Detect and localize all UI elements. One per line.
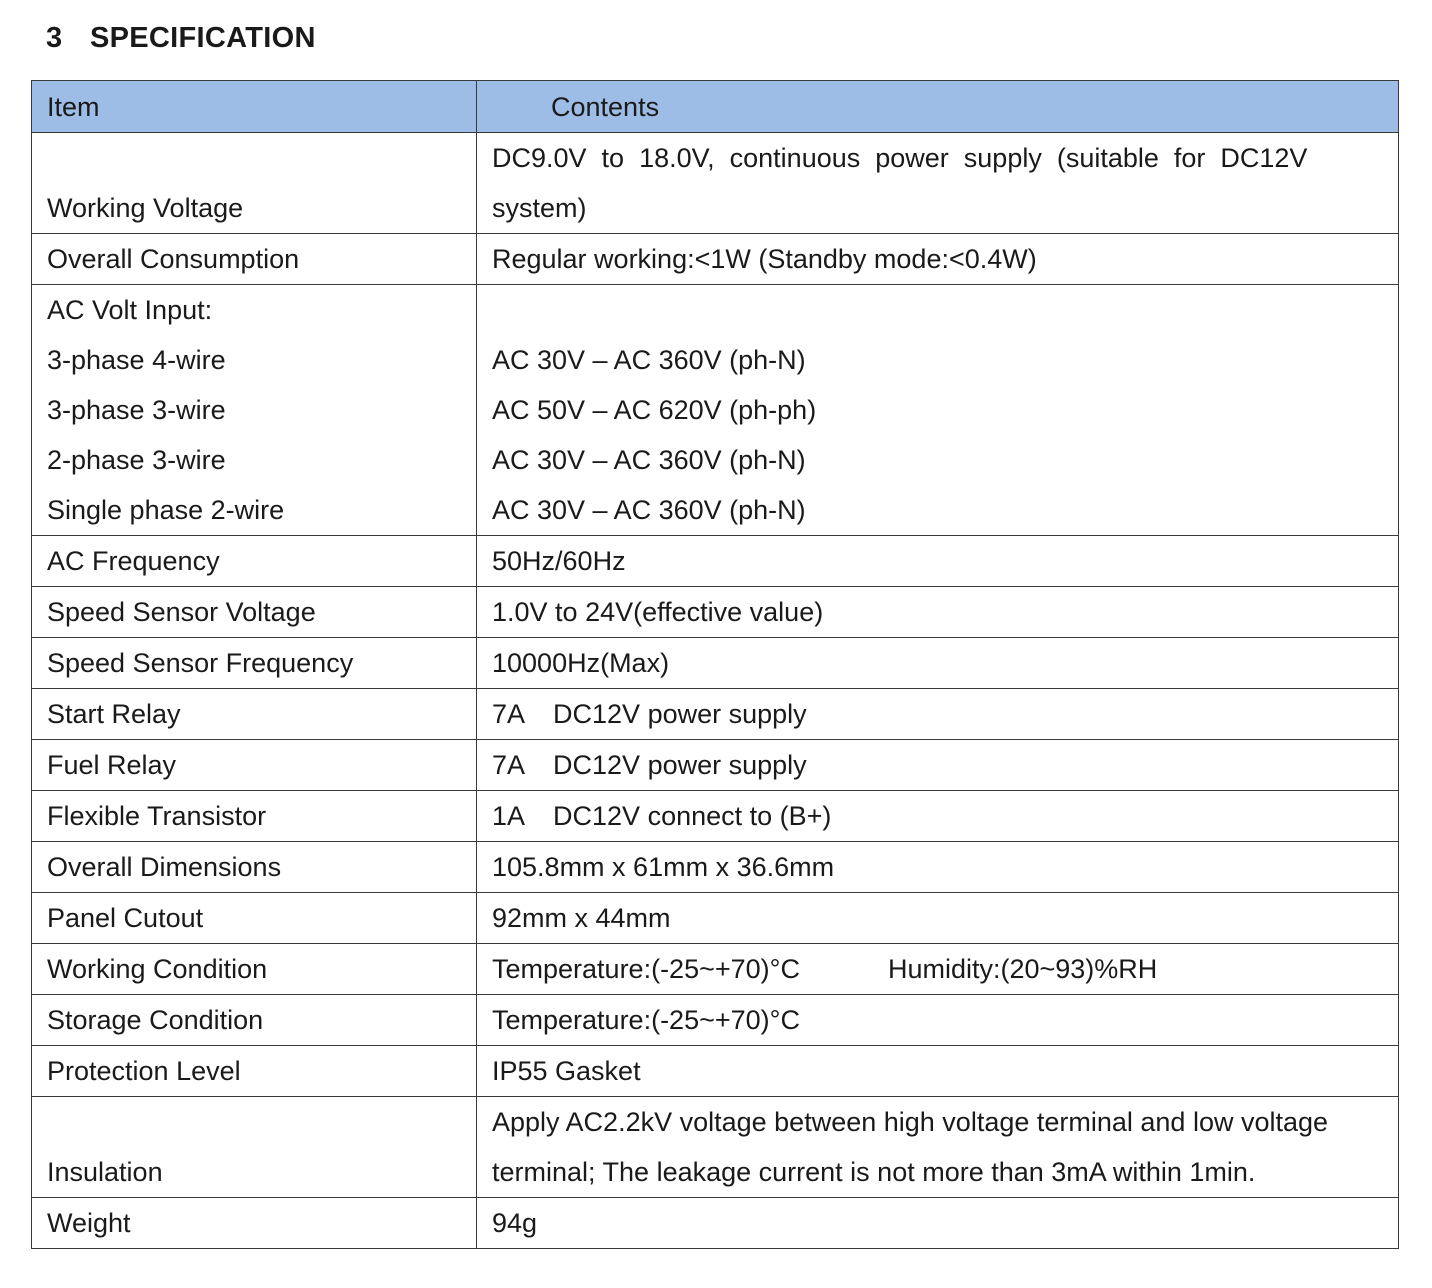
row-item: Speed Sensor Frequency <box>32 638 477 689</box>
row-contents <box>477 944 1399 995</box>
table-row <box>32 740 1399 791</box>
row-item: Overall Dimensions <box>32 842 477 893</box>
row-item: Insulation <box>32 1097 477 1198</box>
table-row <box>32 1198 1399 1249</box>
row-item: Working Voltage <box>32 133 477 234</box>
table-row <box>32 1046 1399 1097</box>
row-contents: 92mm x 44mm <box>477 893 1399 944</box>
row-contents: Regular working:<1W (Standby mode:<0.4W) <box>477 234 1399 285</box>
item-line: 3-phase 3-wire <box>47 395 226 425</box>
row-item: AC Frequency <box>32 536 477 587</box>
row-contents: Temperature:(-25~+70)°C <box>477 995 1399 1046</box>
contents-line: DC9.0V to 18.0V, continuous power supply (suitable for DC12V <box>492 143 1308 173</box>
table-row <box>32 944 1399 995</box>
column-header-contents: Contents <box>477 81 1399 133</box>
row-contents: 1.0V to 24V(effective value) <box>477 587 1399 638</box>
contents-line: AC 30V – AC 360V (ph-N) <box>492 445 806 475</box>
table-row <box>32 587 1399 638</box>
row-item: Panel Cutout <box>32 893 477 944</box>
row-item: Speed Sensor Voltage <box>32 587 477 638</box>
contents-line: AC 30V – AC 360V (ph-N) <box>492 495 806 525</box>
row-item: Working Condition <box>32 944 477 995</box>
humidity-range: Humidity:(20~93)%RH <box>887 954 1158 984</box>
row-contents <box>477 1097 1399 1198</box>
row-item <box>32 285 477 536</box>
table-row <box>32 689 1399 740</box>
table-row <box>32 1097 1399 1198</box>
table-row <box>32 995 1399 1046</box>
row-item: Flexible Transistor <box>32 791 477 842</box>
row-item: Weight <box>32 1198 477 1249</box>
row-contents <box>477 285 1399 536</box>
contents-text: DC12V connect to (B+) <box>553 801 832 831</box>
temperature-range: Temperature:(-25~+70)°C <box>492 954 800 984</box>
table-row <box>32 893 1399 944</box>
item-line: 2-phase 3-wire <box>47 445 226 475</box>
amp-rating: 1A <box>492 801 526 831</box>
contents-line: AC 50V – AC 620V (ph-ph) <box>492 395 817 425</box>
row-contents <box>477 689 1399 740</box>
section-number: 3 <box>46 22 63 54</box>
row-item: Overall Consumption <box>32 234 477 285</box>
row-contents <box>477 740 1399 791</box>
row-item: Protection Level <box>32 1046 477 1097</box>
table-row <box>32 133 1399 234</box>
row-item: Storage Condition <box>32 995 477 1046</box>
row-contents: 94g <box>477 1198 1399 1249</box>
contents-line: system) <box>492 193 587 223</box>
contents-text: DC12V power supply <box>553 699 807 729</box>
contents-line: terminal; The leakage current is not more than 3mA within 1min. <box>492 1157 1256 1187</box>
specification-table <box>31 80 1399 1249</box>
contents-line <box>492 285 1384 335</box>
table-row <box>32 536 1399 587</box>
row-contents: 10000Hz(Max) <box>477 638 1399 689</box>
contents-line: AC 30V – AC 360V (ph-N) <box>492 345 806 375</box>
row-item: Fuel Relay <box>32 740 477 791</box>
row-item: Start Relay <box>32 689 477 740</box>
row-contents: IP55 Gasket <box>477 1046 1399 1097</box>
row-contents: 50Hz/60Hz <box>477 536 1399 587</box>
table-row <box>32 234 1399 285</box>
table-row <box>32 791 1399 842</box>
section-heading <box>46 22 316 55</box>
row-contents <box>477 791 1399 842</box>
header-row <box>32 81 1399 133</box>
table-row <box>32 842 1399 893</box>
contents-text: DC12V power supply <box>553 750 807 780</box>
amp-rating: 7A <box>492 699 526 729</box>
item-line: Single phase 2-wire <box>47 495 285 525</box>
contents-line: Apply AC2.2kV voltage between high voltage terminal and low voltage <box>492 1107 1329 1137</box>
section-title: SPECIFICATION <box>90 22 316 54</box>
item-line: 3-phase 4-wire <box>47 345 226 375</box>
row-contents <box>477 133 1399 234</box>
table-row <box>32 285 1399 536</box>
amp-rating: 7A <box>492 750 526 780</box>
table-row <box>32 638 1399 689</box>
column-header-item: Item <box>32 81 477 133</box>
item-line: AC Volt Input: <box>47 295 213 325</box>
row-contents: 105.8mm x 61mm x 36.6mm <box>477 842 1399 893</box>
